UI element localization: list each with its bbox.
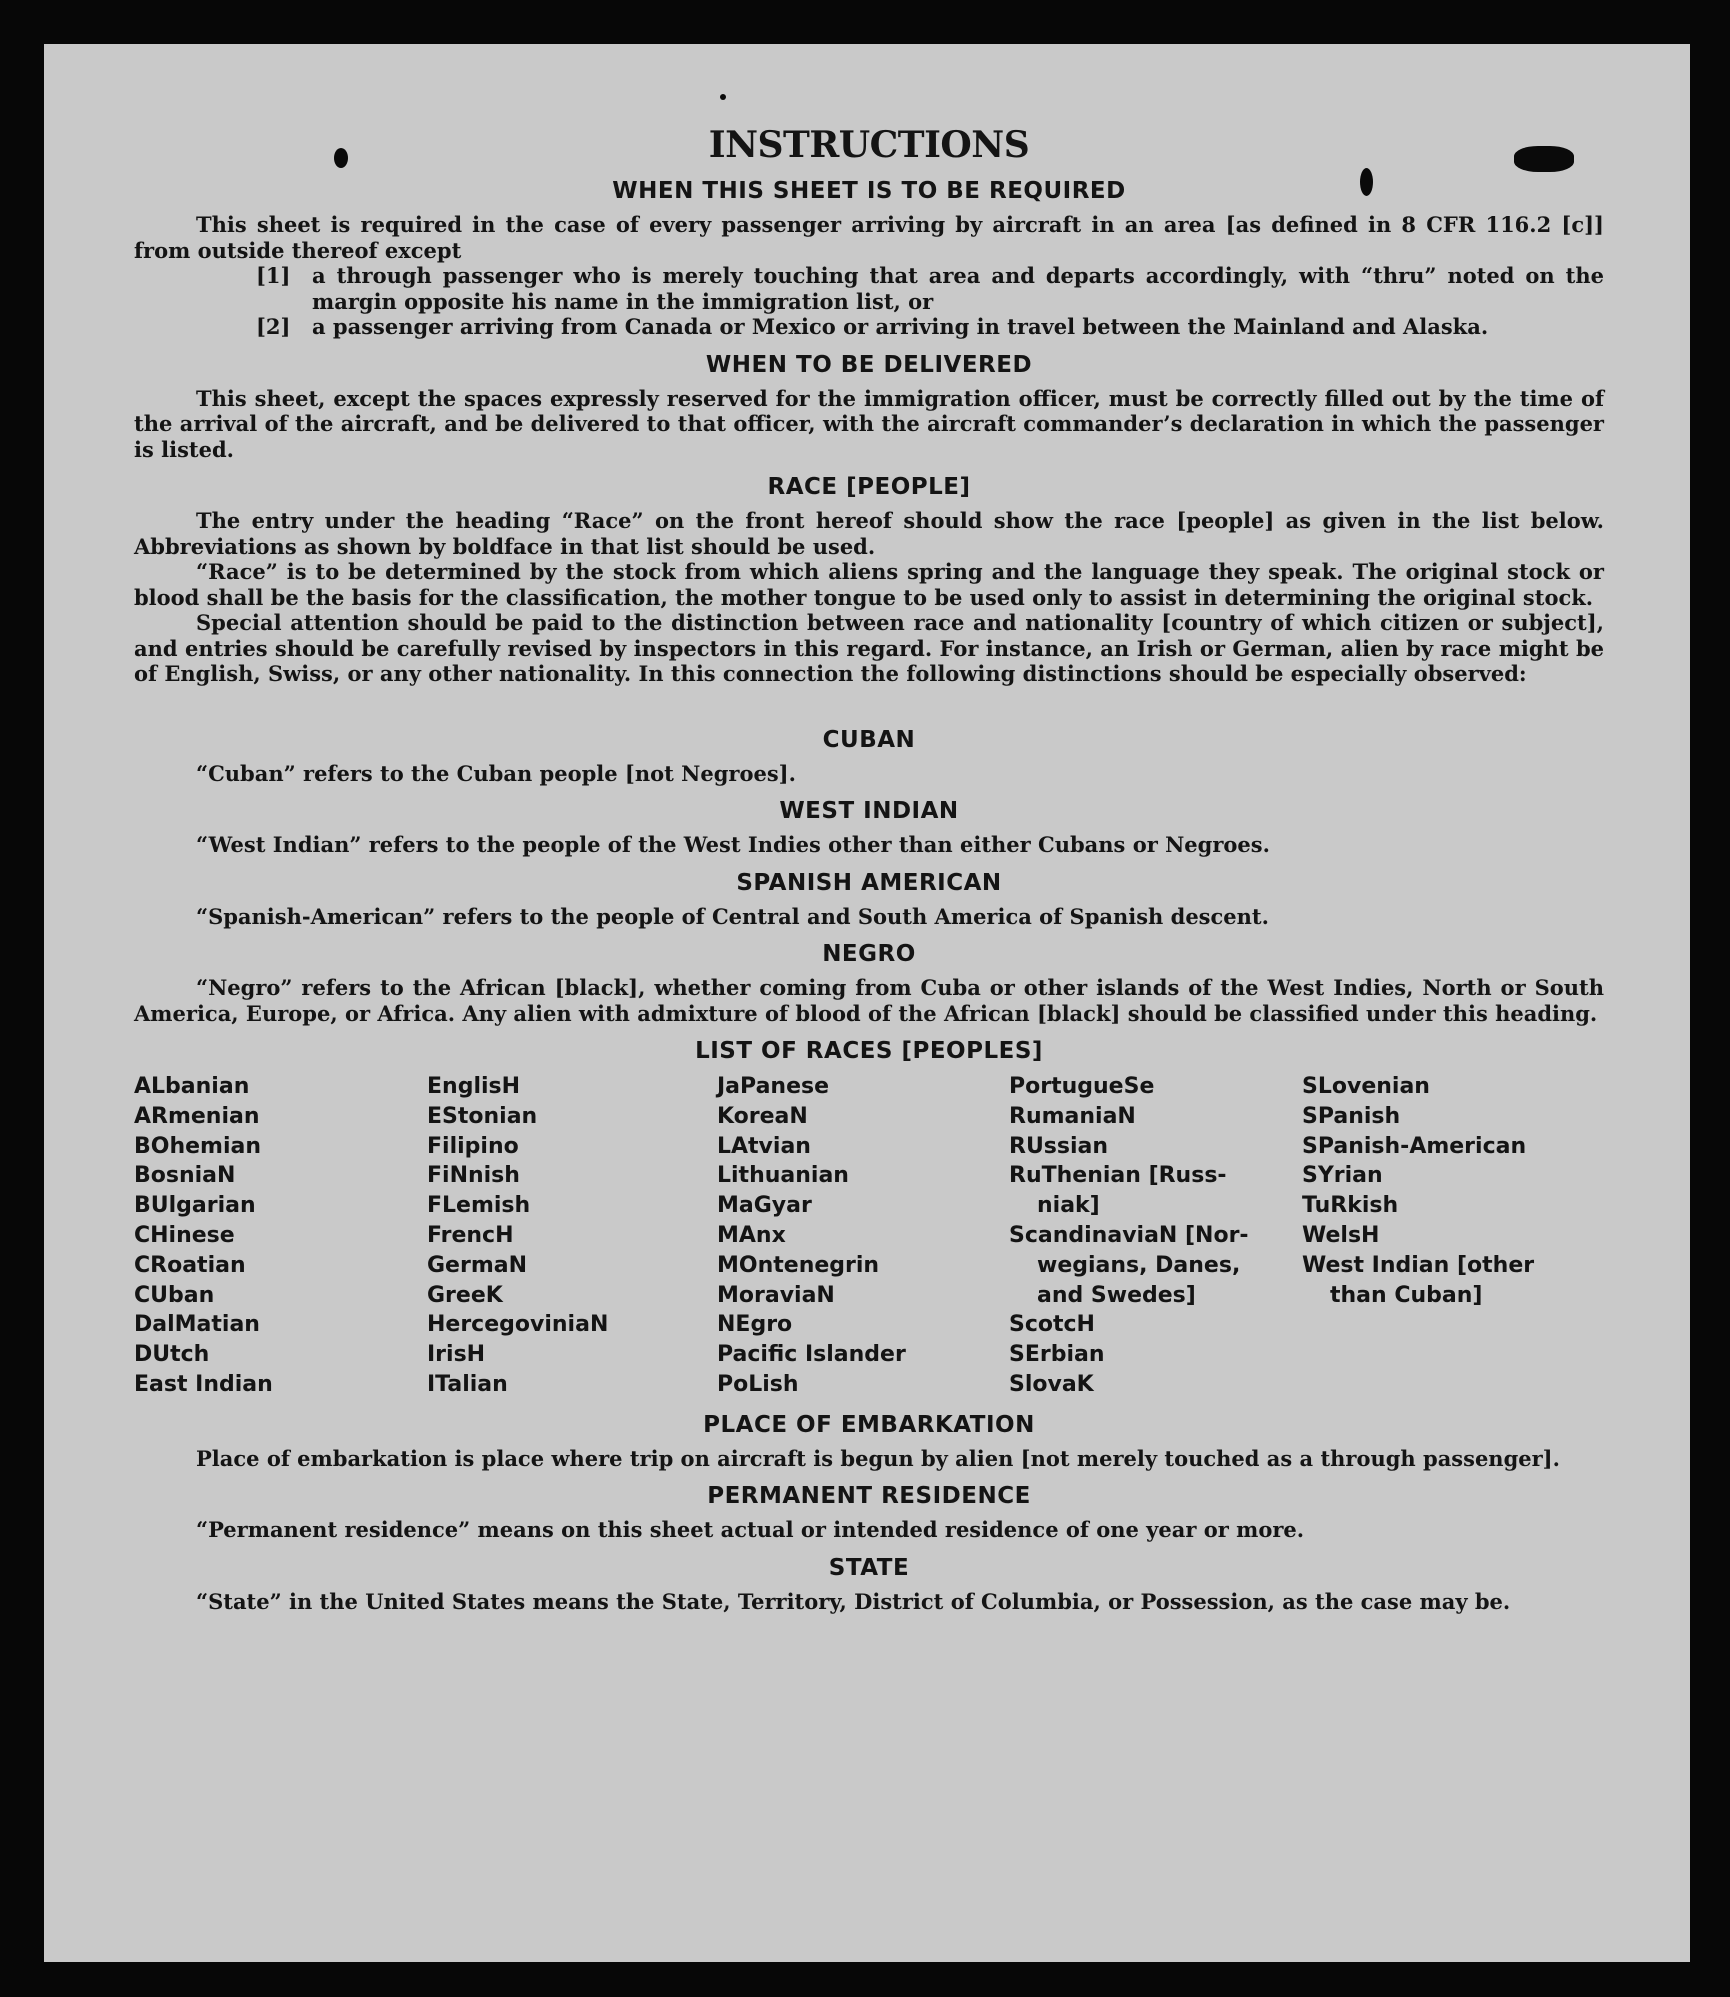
heading-permanent-residence: PERMANENT RESIDENCE: [707, 1483, 1031, 1510]
race-item: MaGyar: [717, 1193, 812, 1219]
race-item: EStonian: [427, 1103, 538, 1129]
paragraph-race-2: “Race” is to be determined by the stock from which aliens spring and the language they speak. The original stock or blood shall be the basis for the classification, the mother tongue to be used only to assist in determining the original stock.: [134, 559, 1604, 610]
race-item: SPanish: [1302, 1103, 1401, 1129]
ink-speck: [1514, 146, 1574, 172]
race-item: ARmenian: [134, 1103, 260, 1129]
race-item: BUlgarian: [134, 1193, 256, 1219]
heading-race: RACE [PEOPLE]: [767, 474, 971, 500]
race-item: EnglisH: [427, 1074, 521, 1099]
race-item: and Swedes]: [1037, 1282, 1196, 1308]
exception-number: [1]: [256, 263, 291, 288]
race-item: ITalian: [427, 1371, 508, 1397]
race-item: CHinese: [134, 1222, 235, 1248]
race-item: SErbian: [1009, 1342, 1105, 1368]
race-item: Pacific Islander: [717, 1342, 906, 1368]
race-item: niak]: [1037, 1193, 1100, 1219]
ink-speck: [334, 148, 348, 168]
document-page: [44, 44, 1690, 1962]
race-item: RuThenian [Russ-: [1009, 1163, 1227, 1189]
heading-embarkation: PLACE OF EMBARKATION: [703, 1411, 1035, 1438]
race-item: IrisH: [427, 1342, 486, 1368]
race-item: than Cuban]: [1330, 1282, 1483, 1308]
paragraph-permanent-residence: “Permanent residence” means on this sheet actual or intended residence of one year or more.: [196, 1517, 1305, 1543]
race-item: PortugueSe: [1009, 1074, 1155, 1099]
paragraph-when-delivered: This sheet, except the spaces expressly reserved for the immigration officer, must be correctly filled out by the time of the arrival of the aircraft, and be delivered to that officer, with the aircraft commander’s declaration in which the passenger is listed.: [134, 385, 1604, 462]
race-item: RUssian: [1009, 1133, 1109, 1159]
race-item: GreeK: [427, 1282, 503, 1308]
races-column: [134, 1072, 427, 1400]
exception-text: a passenger arriving from Canada or Mexico or arriving in travel between the Mainland and Alaska.: [312, 314, 1489, 339]
race-item: MoraviaN: [717, 1282, 835, 1308]
paragraph-cuban: “Cuban” refers to the Cuban people [not Negroes].: [196, 760, 796, 786]
ink-speck: [720, 94, 726, 100]
exception-item: [134, 263, 1604, 314]
ink-speck: [1360, 168, 1373, 196]
races-column: [717, 1072, 1009, 1400]
paragraph-race-3: Special attention should be paid to the distinction between race and nationality [country of which citizen or subject], and entries should be carefully revised by inspectors in this regard. For instance, an Irish or German, alien by race might be of English, Swiss, or any other nationality. In this connection the following distinctions should be especially observed:: [134, 610, 1604, 686]
paragraph-west-indian: “West Indian” refers to the people of the West Indies other than either Cubans or Negroes.: [196, 832, 1270, 857]
race-item: FLemish: [427, 1193, 531, 1219]
race-item: CUban: [134, 1282, 215, 1308]
race-item: HercegoviniaN: [427, 1312, 609, 1338]
race-item: DUtch: [134, 1342, 210, 1368]
race-item: West Indian [other: [1302, 1252, 1535, 1278]
race-item: CRoatian: [134, 1252, 246, 1278]
heading-cuban: CUBAN: [822, 726, 916, 753]
race-item: ScotcH: [1009, 1312, 1095, 1338]
race-item: TuRkish: [1302, 1193, 1399, 1219]
race-item: KoreaN: [717, 1103, 808, 1129]
races-column: [1009, 1072, 1302, 1400]
paragraph-spanish-american: “Spanish-American” refers to the people of Central and South America of Spanish descent.: [196, 903, 1269, 929]
race-item: SLovenian: [1302, 1074, 1430, 1099]
heading-negro: NEGRO: [822, 941, 916, 967]
heading-when-delivered: WHEN TO BE DELIVERED: [705, 351, 1033, 378]
races-column: [1302, 1072, 1562, 1400]
race-item: East Indian: [134, 1371, 273, 1397]
race-item: SlovaK: [1009, 1371, 1094, 1397]
heading-spanish-american: SPANISH AMERICAN: [736, 869, 1002, 896]
race-item: BosniaN: [134, 1163, 236, 1189]
race-item: ScandinaviaN [Nor-: [1009, 1222, 1249, 1248]
race-item: ALbanian: [134, 1074, 250, 1099]
paragraph-when-required: This sheet is required in the case of every passenger arriving by aircraft in an area [as defined in 8 CFR 116.2 [c]] from outside thereof except: [134, 212, 1604, 263]
race-item: JaPanese: [717, 1074, 830, 1099]
race-item: BOhemian: [134, 1133, 262, 1159]
race-item: FiNnish: [427, 1163, 520, 1189]
race-item: MOntenegrin: [717, 1252, 880, 1278]
race-item: Lithuanian: [717, 1163, 849, 1189]
paragraph-state: “State” in the United States means the State, Territory, District of Columbia, or Possession, as the case may be.: [196, 1588, 1511, 1614]
heading-state: STATE: [828, 1554, 910, 1581]
paragraph-negro: “Negro” refers to the African [black], whether coming from Cuba or other islands of the West Indies, North or South America, Europe, or Africa. Any alien with admixture of blood of the African [black] should be classified under this heading.: [134, 975, 1604, 1026]
exception-item: [134, 314, 1604, 340]
race-item: MAnx: [717, 1222, 786, 1248]
race-item: RumaniaN: [1009, 1103, 1136, 1129]
race-item: GermaN: [427, 1252, 528, 1278]
race-item: DalMatian: [134, 1312, 260, 1338]
heading-races-list: LIST OF RACES [PEOPLES]: [695, 1038, 1043, 1064]
race-item: LAtvian: [717, 1133, 811, 1159]
race-item: NEgro: [717, 1312, 793, 1338]
heading-when-required: WHEN THIS SHEET IS TO BE REQUIRED: [612, 178, 1126, 204]
race-item: WelsH: [1302, 1222, 1380, 1248]
page-title: INSTRUCTIONS: [708, 124, 1030, 166]
race-item: wegians, Danes,: [1037, 1252, 1241, 1278]
races-column: [427, 1072, 717, 1400]
paragraph-race-1: The entry under the heading “Race” on the front hereof should show the race [people] as given in the list below. Abbreviations as shown by boldface in that list should be used.: [134, 508, 1604, 559]
race-item: SYrian: [1302, 1163, 1383, 1189]
exception-number: [2]: [256, 314, 291, 339]
exception-text: a through passenger who is merely touching that area and departs accordingly, with “thru” noted on the margin opposite his name in the immigration list, or: [312, 263, 1604, 314]
races-list: [134, 1072, 1604, 1400]
paragraph-embarkation: Place of embarkation is place where trip on aircraft is begun by alien [not merely touched as a through passenger].: [196, 1445, 1560, 1471]
race-item: SPanish-American: [1302, 1133, 1527, 1159]
race-item: FrencH: [427, 1222, 514, 1248]
heading-west-indian: WEST INDIAN: [779, 798, 959, 824]
race-item: PoLish: [717, 1371, 799, 1397]
race-item: Filipino: [427, 1133, 519, 1159]
